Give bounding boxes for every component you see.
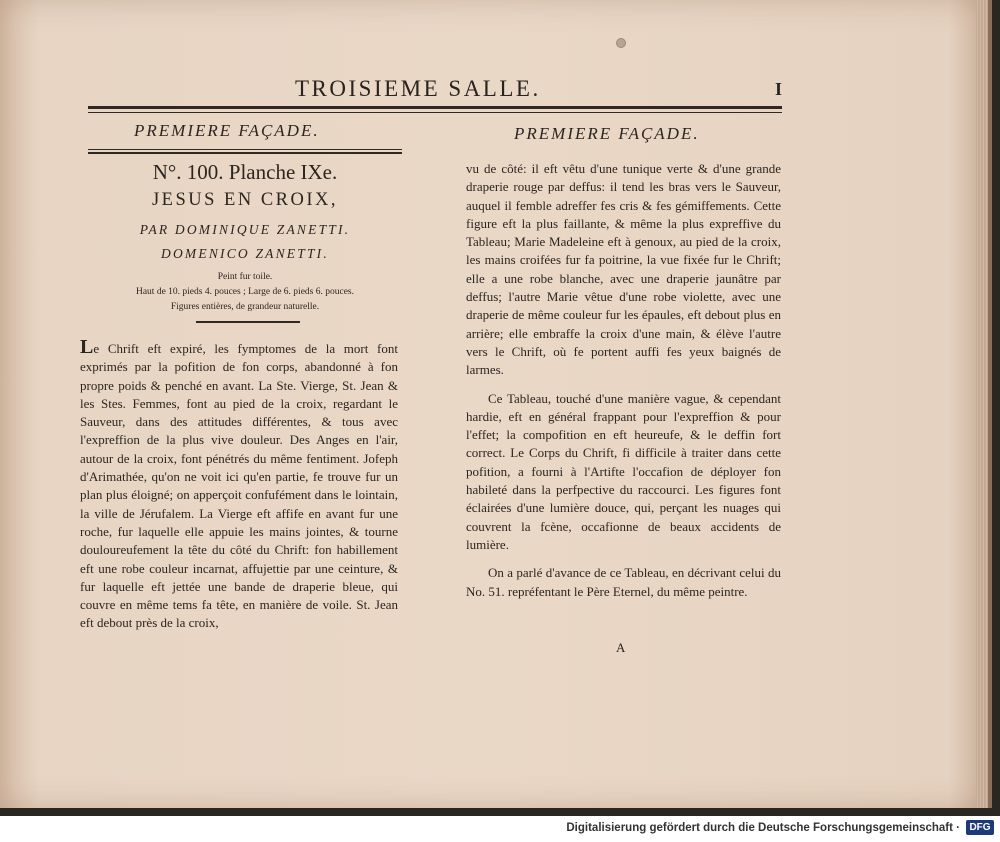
figures-line: Figures entières, de grandeur naturelle. [170, 302, 320, 312]
left-section-rule [88, 149, 402, 150]
footer-credit: Digitalisierung gefördert durch die Deutsche Forschungsgemeinschaft · [566, 822, 960, 834]
medium-line: Peint fur toile. [217, 272, 273, 282]
left-facade-heading: PREMIERE FAÇADE. [134, 121, 320, 140]
left-body: e Chrift eft expiré, les fymptomes de la mort font exprimés par la pofition de fon corps, abandonné à fon propre poids & penché en avant. La Ste. Vierge, St. Jean & les Stes. Femmes, font au pied de la croix, regardant le Sauveur, dans des attitudes différentes, & tous avec l'expreffion de la plus vive douleur. Des Anges en l'air, autour de la croix, font pénétrés du même fentiment. Jofeph d'Arimathée, qu'on ne voit ici qu'en partie, fe trouve fur un plan plus éloigné; on apperçoit confufément dans le lointain, la ville de Jérufalem. La Vierge eft affife en avant fur une roche, fur laquelle elle appuie les mains jointes, & tourne douloureufement la tête du côté du Chrift: fon habillement eft une robe couleur incarnat, affujettie par une ceinture, & fur laquelle eft jettée une bande de draperie bleue, qui couvre en même tems fa tête, en manière de voile. St. Jean eft debout près de la croix, [80, 341, 398, 631]
left-column-text [80, 336, 398, 633]
footer-bar [0, 816, 1000, 842]
paper-hole [616, 38, 626, 48]
page-number: I [775, 79, 783, 99]
drop-cap: L [80, 336, 94, 358]
right-paragraph-2: Ce Tableau, touché d'une manière vague, & cependant hardie, eft en général frappant pour l'expreffion & pour l'effet; la compofition en eft heureufe, & le deffin fort correct. Le Corps du Chrift, fi difficile à traiter dans cette pofition, a fourni à l'Artifte l'occafion de déployer fon habileté dans la perfpective du raccourci. Les figures font éclairées d'une lumière douce, qui, perçant les nuages qui couvrent la fcène, occafionne de beaux accidents de lumière. [466, 390, 781, 552]
artist-french: PAR DOMINIQUE ZANETTI. [139, 222, 351, 237]
signature-mark: A [616, 640, 626, 655]
right-paragraph-1: vu de côté: il eft vêtu d'une tunique verte & d'une grande draperie rouge par deffus: il tend les bras vers le Sauveur, auquel il femble adreffer fes cris & fes gémiffements. Cette figure eft la plus faillante, & même la plus expreffive du Tableau; Marie Madeleine eft à genoux, au pied de la croix, les mains croifées fur fa poitrine, la vue fixée fur le Chrift; elle a une robe blanche, avec une draperie jaunâtre par deffus; l'autre Marie vêtue d'une robe violette, avec une draperie de même couleur fur les épaules, eft debout plus en arrière; elle embraffe la croix d'une main, & élève l'autre vers le Chrift, où fe portent auffi fes yeux baignés de larmes. [466, 161, 781, 378]
work-title: JESUS EN CROIX, [151, 190, 339, 210]
page-edge [976, 0, 988, 808]
right-facade-heading: PREMIERE FAÇADE. [514, 124, 700, 143]
right-paragraph-3: On a parlé d'avance de ce Tableau, en décrivant celui du No. 51. repréfentant le Père Eternel, du même peintre. [466, 565, 781, 599]
running-title: TROISIEME SALLE. [295, 76, 541, 101]
left-paragraph [80, 336, 398, 633]
dimensions-line: Haut de 10. pieds 4. pouces ; Large de 6. pieds 6. pouces. [135, 287, 354, 297]
right-column-text [466, 160, 781, 601]
short-rule [196, 321, 300, 323]
header-rule-thin [88, 112, 782, 113]
left-section-rule-thick [88, 152, 402, 154]
header-rule-thick [88, 106, 782, 109]
plate-number: N°. 100. Planche IXe. [152, 160, 338, 184]
artist-italian: DOMENICO ZANETTI. [161, 246, 329, 261]
dfg-logo-icon: DFG [966, 820, 994, 835]
